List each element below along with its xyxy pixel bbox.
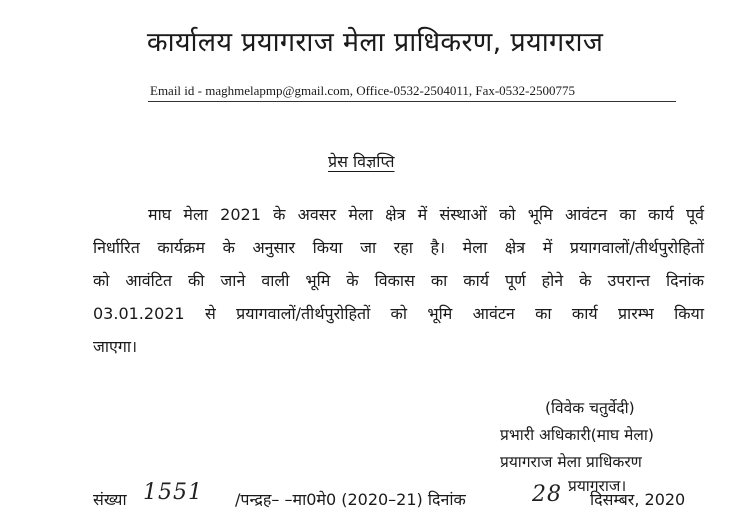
- handwritten-number: 1551: [143, 480, 203, 505]
- handwritten-day: 28: [532, 482, 562, 507]
- signatory-name: (विवेक चतुर्वेदी): [545, 399, 635, 417]
- reference-number-label: संख्या: [93, 490, 127, 509]
- notice-line-1: माघ मेला 2021 के अवसर मेला क्षेत्र में संस्थाओं को भूमि आवंटन का कार्य पूर्व: [148, 205, 704, 224]
- reference-text: /पन्द्रह– –मा0मे0 (2020–21) दिनांक: [235, 490, 466, 509]
- notice-line-5: जाएगा।: [93, 337, 138, 356]
- reference-month-year: दिसम्बर, 2020: [590, 490, 686, 509]
- office-title: कार्यालय प्रयागराज मेला प्राधिकरण, प्रयागराज: [146, 27, 604, 58]
- signatory-city: प्रयागराज।: [568, 477, 627, 495]
- signatory-designation: प्रभारी अधिकारी(माघ मेला): [500, 426, 654, 444]
- notice-line-3: को आवंटित की जाने वाली भूमि के विकास का कार्य पूर्ण होने के उपरान्त दिनांक: [93, 271, 704, 290]
- notice-line-2: निर्धारित कार्यक्रम के अनुसार किया जा रहा है। मेला क्षेत्र में प्रयागवालों/तीर्थपुरोहितों: [93, 238, 704, 257]
- notice-heading: प्रेस विज्ञप्ति: [328, 152, 395, 171]
- notice-line-4: 03.01.2021 से प्रयागवालों/तीर्थपुरोहितों को भूमि आवंटन का कार्य प्रारम्भ किया: [93, 304, 704, 323]
- header-divider: [148, 101, 676, 102]
- contact-details: Email id - maghmelapmp@gmail.com, Office-0532-2504011, Fax-0532-2500775: [150, 83, 576, 98]
- signatory-office: प्रयागराज मेला प्राधिकरण: [500, 453, 642, 471]
